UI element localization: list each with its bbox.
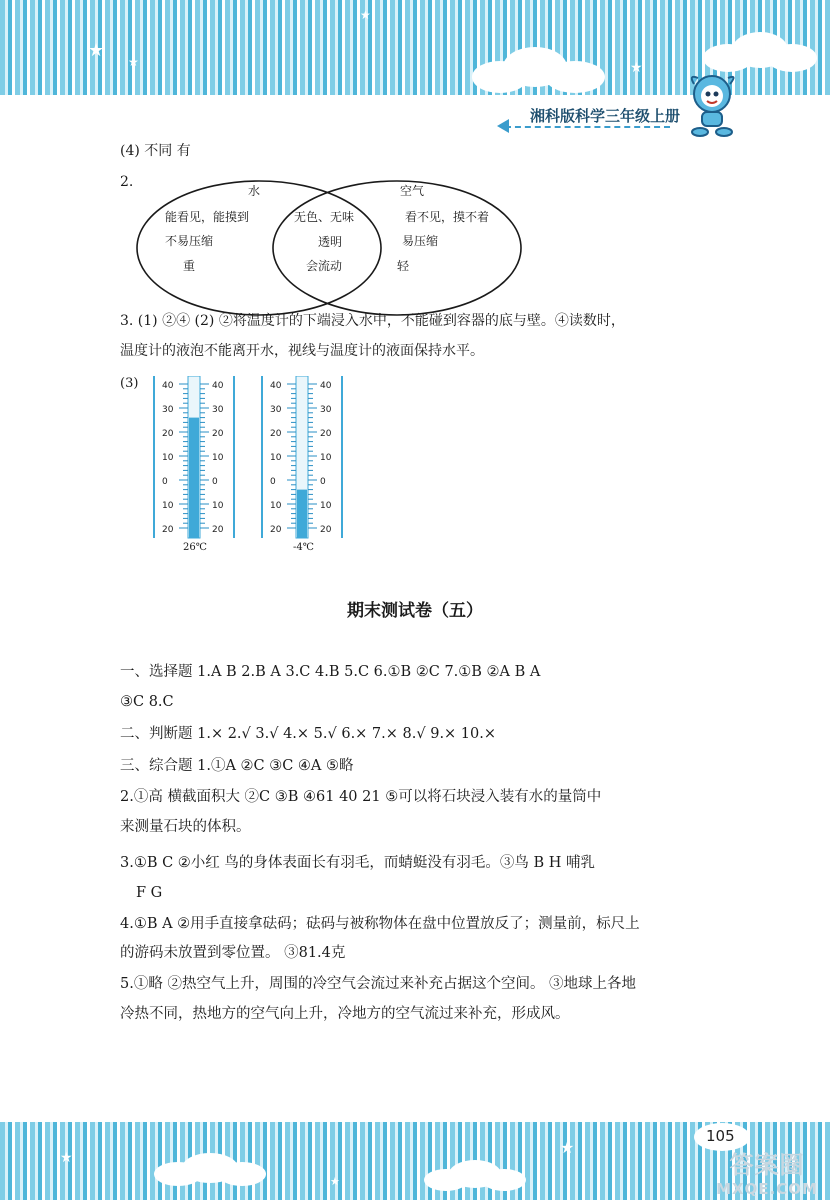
header-dashed-line bbox=[505, 126, 670, 128]
thermometer-scale-label: 20 bbox=[212, 429, 224, 439]
thermometer-scale-label: 20 bbox=[320, 429, 332, 439]
exam-answer-line: 一、选择题 1.A B 2.B A 3.C 4.B 5.C 6.①B ②C 7.①B ②A B A bbox=[120, 664, 541, 680]
answer-q4: (4) 不同 有 bbox=[120, 143, 191, 159]
star-icon: ★ bbox=[128, 55, 139, 69]
cloud-decoration-bottom bbox=[150, 1150, 270, 1190]
exam-answer-line: 3.①B C ②小红 鸟的身体表面长有羽毛，而蜻蜓没有羽毛。③鸟 B H 哺乳 bbox=[120, 855, 596, 871]
thermometer-scale-label: 10 bbox=[270, 453, 282, 463]
thermometer-scale-label: 0 bbox=[212, 477, 218, 487]
venn-center-item: 会流动 bbox=[306, 259, 343, 273]
thermometer-liquid bbox=[189, 418, 199, 538]
thermometer-scale-label: 40 bbox=[162, 381, 174, 391]
exam-answer-line: ③C 8.C bbox=[120, 694, 174, 710]
thermometer-scale-label: 40 bbox=[320, 381, 332, 391]
answer-q3-line1: 3. (1) ②④ (2) ②将温度计的下端浸入水中，不能碰到容器的底与壁。④读数时， bbox=[120, 313, 625, 329]
answer-q3-line2: 温度计的液泡不能离开水，视线与温度计的液面保持水平。 bbox=[120, 343, 484, 359]
thermometer-liquid bbox=[297, 490, 307, 538]
venn-right-item: 看不见，摸不着 bbox=[405, 210, 490, 224]
venn-title-water: 水 bbox=[248, 184, 261, 198]
thermometer-2 bbox=[258, 376, 348, 541]
thermometer-scale-label: 40 bbox=[270, 381, 282, 391]
thermometer-scale-label: 10 bbox=[162, 453, 174, 463]
thermometer-scale-label: 10 bbox=[212, 453, 224, 463]
exam-answer-line: F G bbox=[136, 885, 163, 901]
venn-left-item: 重 bbox=[183, 259, 196, 273]
star-icon: ★ bbox=[560, 1138, 575, 1157]
star-icon: ★ bbox=[630, 60, 643, 76]
thermometer-2-reading: -4℃ bbox=[293, 542, 314, 553]
star-icon: ★ bbox=[60, 1150, 73, 1166]
star-icon: ★ bbox=[360, 8, 371, 22]
star-icon: ★ bbox=[330, 1175, 340, 1188]
section-title: 期末测试卷（五） bbox=[347, 601, 483, 621]
thermometer-scale-label: 30 bbox=[270, 405, 282, 415]
header-title: 湘科版科学三年级上册 bbox=[529, 107, 680, 125]
thermometer-scale-label: 20 bbox=[320, 525, 332, 535]
cloud-decoration-top-2 bbox=[700, 30, 820, 75]
thermometer-scale-label: 20 bbox=[212, 525, 224, 535]
watermark-url: MXQE.COM bbox=[716, 1180, 818, 1198]
venn-title-air: 空气 bbox=[400, 184, 425, 198]
answer-q3-sub3: (3) bbox=[120, 376, 139, 391]
exam-answer-line: 2.①高 横截面积大 ②C ③B ④61 40 21 ⑤可以将石块浸入装有水的量筒中 bbox=[120, 789, 602, 805]
thermometer-scale-label: 20 bbox=[270, 429, 282, 439]
venn-left-item: 能看见，能摸到 bbox=[165, 210, 250, 224]
thermometer-scale-label: 40 bbox=[212, 381, 224, 391]
exam-answer-line: 冷热不同，热地方的空气向上升，冷地方的空气流过来补充，形成风。 bbox=[120, 1006, 570, 1022]
venn-right-item: 轻 bbox=[397, 259, 410, 273]
thermometer-scale-label: 20 bbox=[270, 525, 282, 535]
thermometer-scale-label: 10 bbox=[270, 501, 282, 511]
cloud-decoration-bottom-2 bbox=[420, 1158, 530, 1196]
thermometer-scale-label: 30 bbox=[320, 405, 332, 415]
answer-q2-label: 2. bbox=[120, 174, 134, 190]
thermometer-scale-label: 0 bbox=[320, 477, 326, 487]
thermometer-scale-label: 10 bbox=[320, 501, 332, 511]
exam-answer-line: 来测量石块的体积。 bbox=[120, 819, 251, 835]
venn-right-item: 易压缩 bbox=[402, 234, 439, 248]
thermometer-1 bbox=[150, 376, 240, 541]
thermometer-scale-label: 30 bbox=[212, 405, 224, 415]
exam-answer-line: 5.①略 ②热空气上升，周围的冷空气会流过来补充占据这个空间。 ③地球上各地 bbox=[120, 976, 637, 992]
thermometer-scale-label: 10 bbox=[320, 453, 332, 463]
thermometer-1-reading: 26℃ bbox=[183, 542, 207, 553]
exam-answer-line: 4.①B A ②用手直接拿砝码；砝码与被称物体在盘中位置放反了；测量前，标尺上 bbox=[120, 916, 640, 932]
venn-left-item: 不易压缩 bbox=[165, 234, 214, 248]
thermometer-scale-label: 10 bbox=[162, 501, 174, 511]
venn-center-item: 无色、无味 bbox=[294, 210, 355, 224]
cloud-decoration-top bbox=[470, 45, 610, 95]
watermark bbox=[712, 1145, 822, 1198]
exam-answer-line: 二、判断题 1.× 2.√ 3.√ 4.× 5.√ 6.× 7.× 8.√ 9.× 10.× bbox=[120, 726, 497, 742]
watermark-text: 答案圈 bbox=[729, 1151, 805, 1179]
thermometer-scale-label: 10 bbox=[212, 501, 224, 511]
thermometer-scale-label: 30 bbox=[162, 405, 174, 415]
exam-answer-line: 的游码未放置到零位置。 ③81.4克 bbox=[120, 945, 346, 961]
venn-center-item: 透明 bbox=[318, 235, 343, 249]
venn-circle-air bbox=[273, 181, 521, 315]
thermometer-scale-label: 0 bbox=[162, 477, 168, 487]
thermometer-scale-label: 20 bbox=[162, 429, 174, 439]
thermometer-scale-label: 0 bbox=[270, 477, 276, 487]
page-number: 105 bbox=[706, 1127, 735, 1145]
star-icon: ★ bbox=[88, 40, 105, 61]
thermometer-scale-label: 20 bbox=[162, 525, 174, 535]
mascot-icon bbox=[680, 70, 750, 140]
exam-answer-line: 三、综合题 1.①A ②C ③C ④A ⑤略 bbox=[120, 758, 354, 774]
